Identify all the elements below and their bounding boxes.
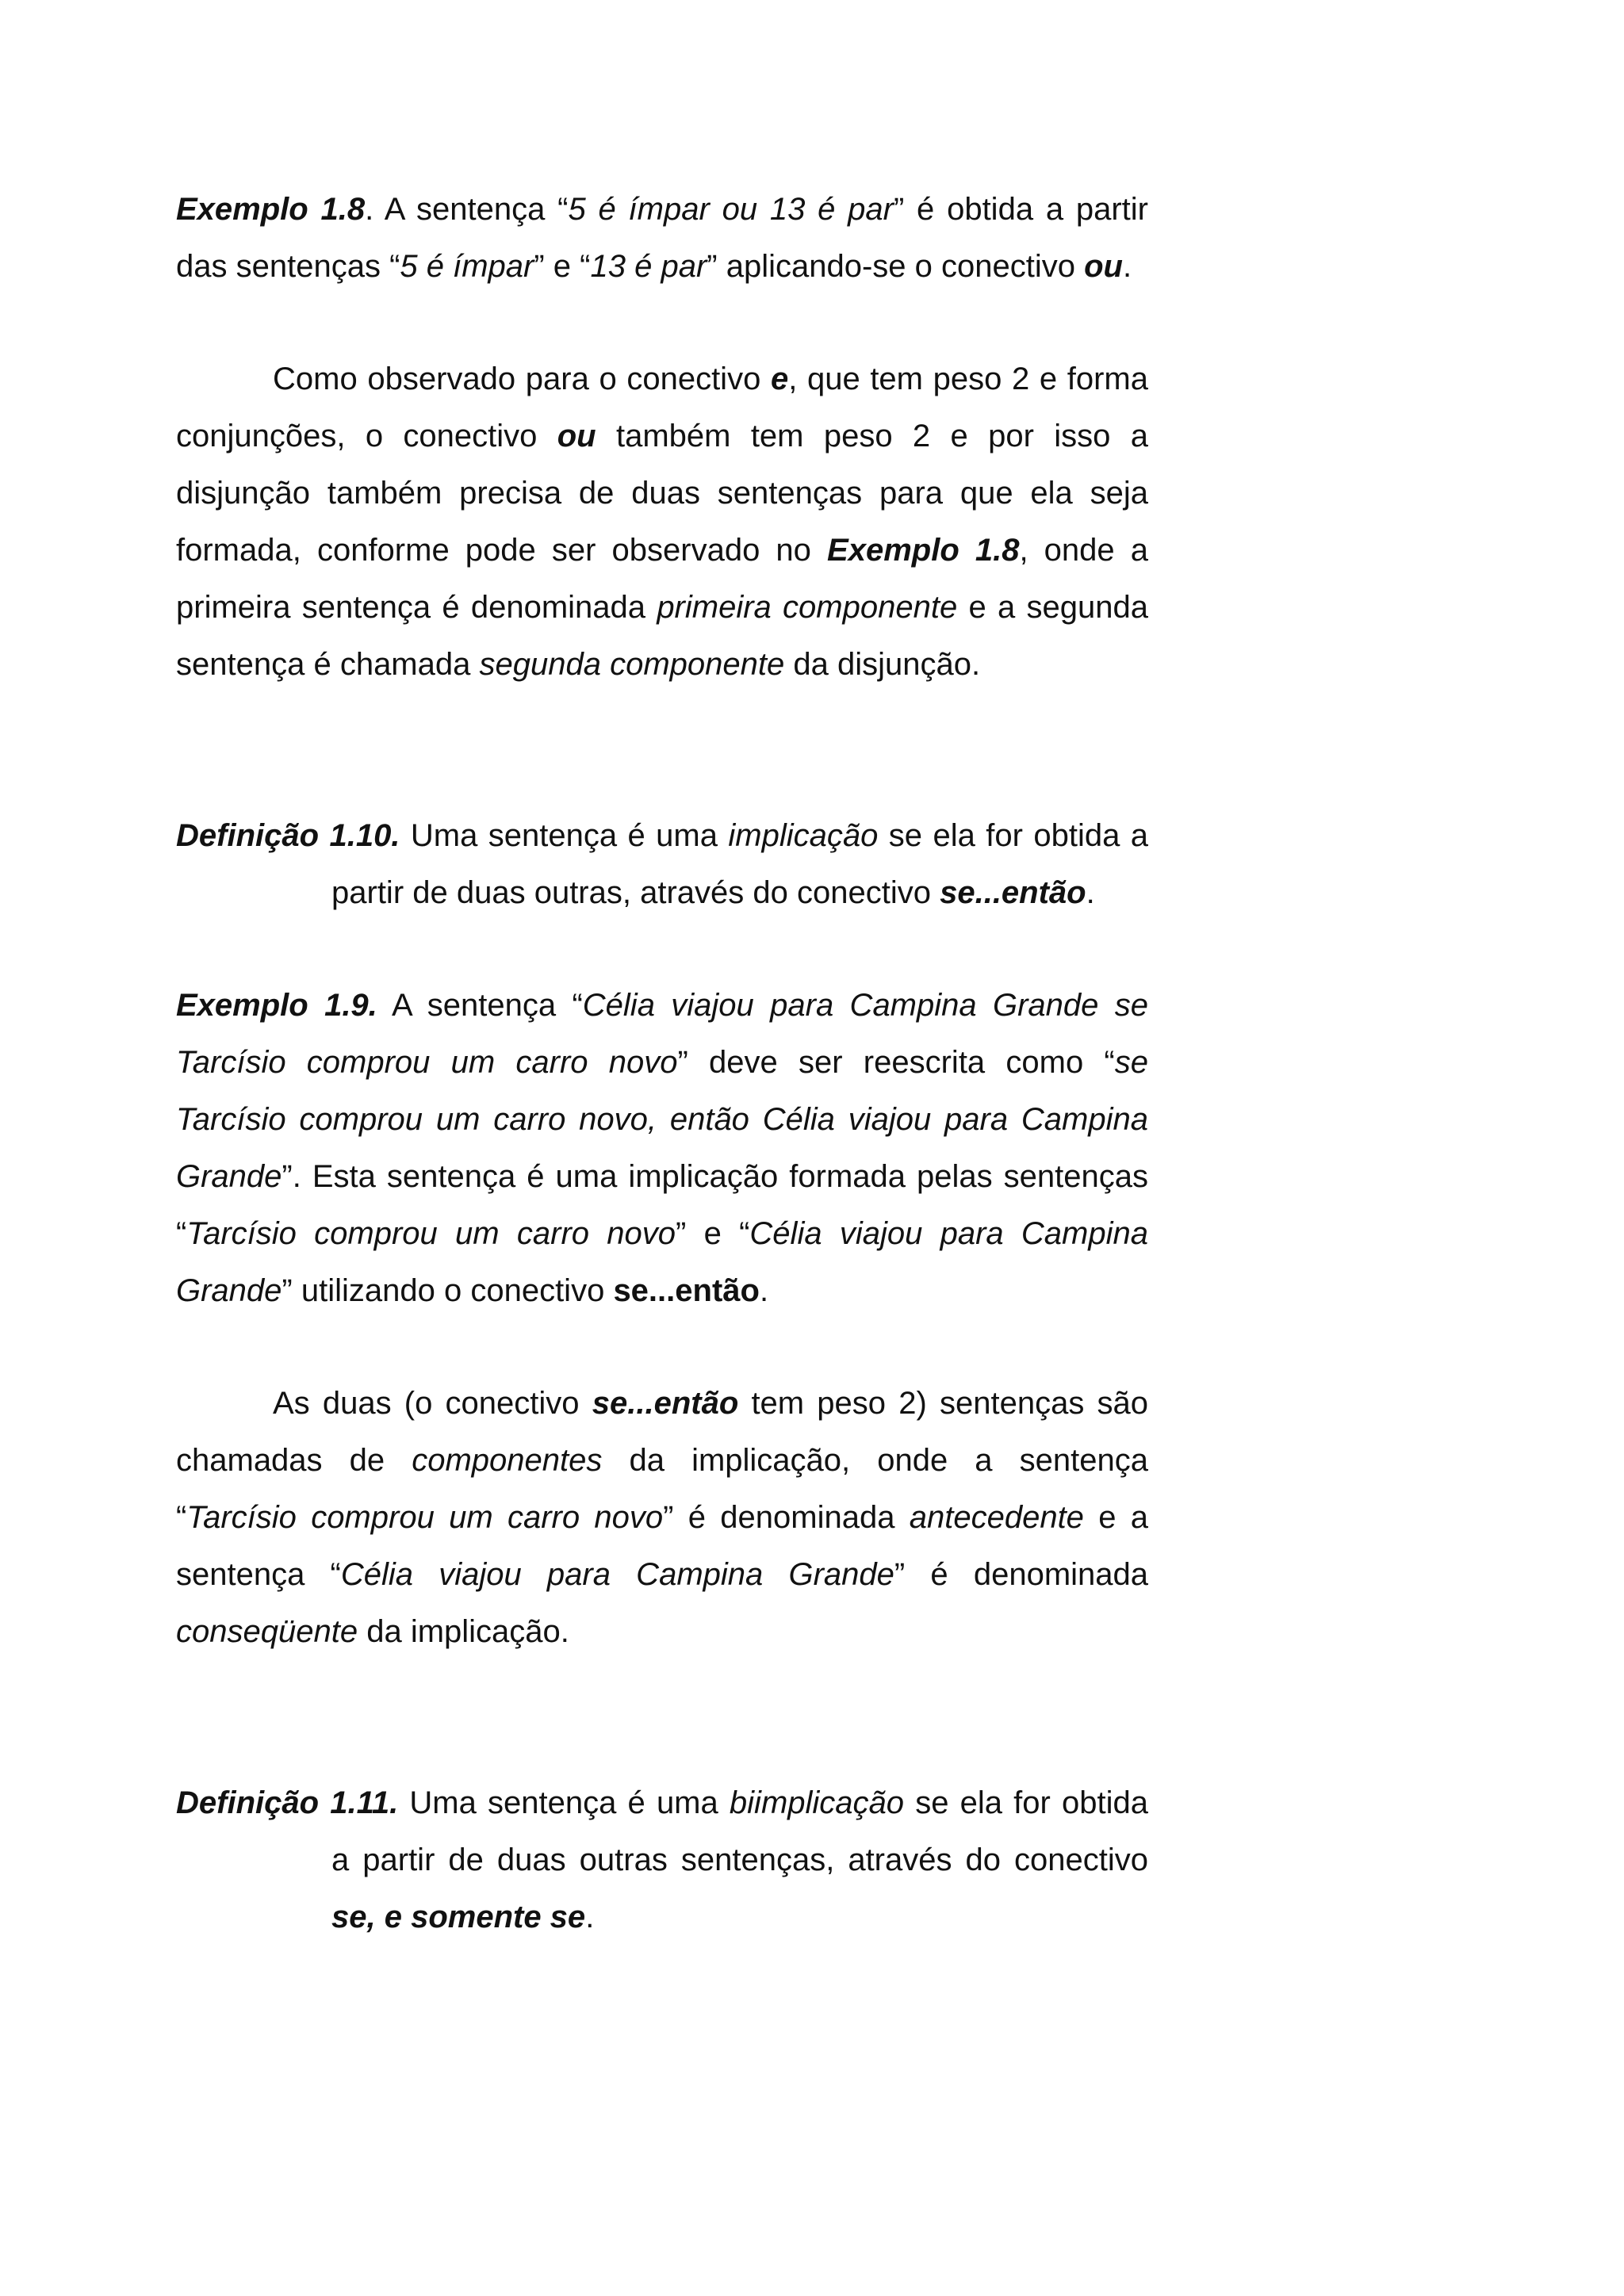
quoted-sentence: Tarcísio comprou um carro novo — [186, 1500, 664, 1535]
quoted-sentence: 13 é par — [590, 249, 707, 284]
text-run: se ela for obtida a partir de duas outras sentenças, através do conectivo — [331, 1785, 1148, 1877]
quoted-sentence: Célia viajou para Campina Grande se Tarcísio comprou um carro novo — [176, 988, 1148, 1080]
text-run: . — [1086, 875, 1095, 910]
connective-term: se...então — [613, 1273, 760, 1308]
text-run: . — [759, 1273, 769, 1308]
text-run: tem peso 2) sentenças são chamadas de — [176, 1386, 1149, 1478]
quoted-sentence: Tarcísio comprou um carro novo — [186, 1216, 676, 1251]
defined-term: componentes — [412, 1443, 603, 1478]
text-run: As duas (o conectivo — [273, 1386, 592, 1421]
text-run: Uma sentença é uma — [398, 1785, 730, 1820]
text-run: e a sentença “ — [176, 1500, 1149, 1592]
text-run: ” é obtida a partir das sentenças “ — [176, 192, 1148, 284]
text-run: também tem peso 2 e por isso a disjunção também precisa de duas sentenças para que ela seja formada, conforme pode ser observado no — [176, 419, 1148, 568]
text-run: . A sentença “ — [365, 192, 569, 227]
text-run: Como observado para o conectivo — [273, 362, 771, 396]
connective-term: ou — [1084, 249, 1123, 284]
text-run: da disjunção. — [784, 647, 981, 682]
connective-term: se...então — [592, 1386, 739, 1421]
text-run: ” deve ser reescrita como “ — [677, 1045, 1115, 1080]
definition-label: Definição 1.10. — [176, 818, 400, 853]
text-run: ” utilizando o conectivo — [282, 1273, 614, 1308]
text-run: da implicação, onde a sentença “ — [176, 1443, 1148, 1535]
definition-label: Definição 1.11. — [176, 1785, 399, 1820]
defined-term: conseqüente — [176, 1614, 358, 1649]
paragraph-disjunction — [176, 350, 1148, 693]
text-run: ” e “ — [534, 249, 591, 284]
definition-1-11 — [176, 1774, 1148, 1946]
text-run: e a segunda sentença é chamada — [176, 590, 1148, 682]
quoted-sentence: Célia viajou para Campina Grande — [176, 1216, 1149, 1308]
text-run: , onde a primeira sentença é denominada — [176, 533, 1149, 625]
example-label: Exemplo 1.9. — [176, 988, 377, 1023]
quoted-sentence: se Tarcísio comprou um carro novo, então Célia viajou para Campina Grande — [176, 1045, 1148, 1194]
defined-term: antecedente — [909, 1500, 1084, 1535]
text-run: ” é denominada — [894, 1557, 1149, 1592]
example-1-9 — [176, 977, 1148, 1319]
text-run: . — [1122, 249, 1132, 284]
defined-term: primeira componente — [657, 590, 958, 625]
spacer — [176, 1660, 1148, 1774]
spacer — [176, 693, 1148, 807]
text-run: . — [585, 1900, 595, 1934]
connective-term: e — [770, 362, 789, 396]
quoted-sentence: Célia viajou para Campina Grande — [340, 1557, 894, 1592]
text-run: Uma sentença é uma — [400, 818, 729, 853]
text-run: A sentença “ — [377, 988, 583, 1023]
quoted-sentence: 5 é ímpar ou 13 é par — [568, 192, 894, 227]
connective-term: se...então — [940, 875, 1086, 910]
quoted-sentence: 5 é ímpar — [400, 249, 534, 284]
text-run: da implicação. — [358, 1614, 569, 1649]
text-run: , que tem peso 2 e forma conjunções, o conectivo — [176, 362, 1149, 453]
defined-term: biimplicação — [729, 1785, 905, 1820]
text-run: ” e “ — [676, 1216, 750, 1251]
spacer — [176, 921, 1148, 977]
text-run: ”. Esta sentença é uma implicação formada pelas sentenças “ — [176, 1159, 1148, 1251]
document-page — [176, 181, 1148, 1946]
defined-term: implicação — [728, 818, 879, 853]
example-reference: Exemplo 1.8 — [827, 533, 1020, 568]
spacer — [176, 295, 1148, 350]
text-run: se ela for obtida a partir de duas outras, através do conectivo — [331, 818, 1149, 910]
spacer — [176, 1319, 1148, 1375]
definition-1-10 — [176, 807, 1148, 921]
connective-term: se, e somente se — [331, 1900, 586, 1934]
connective-term: ou — [557, 419, 596, 453]
example-label: Exemplo 1.8 — [176, 192, 366, 227]
paragraph-implication — [176, 1375, 1148, 1660]
example-1-8 — [176, 181, 1148, 295]
defined-term: segunda componente — [479, 647, 785, 682]
text-run: ” aplicando-se o conectivo — [707, 249, 1085, 284]
text-run: ” é denominada — [663, 1500, 910, 1535]
